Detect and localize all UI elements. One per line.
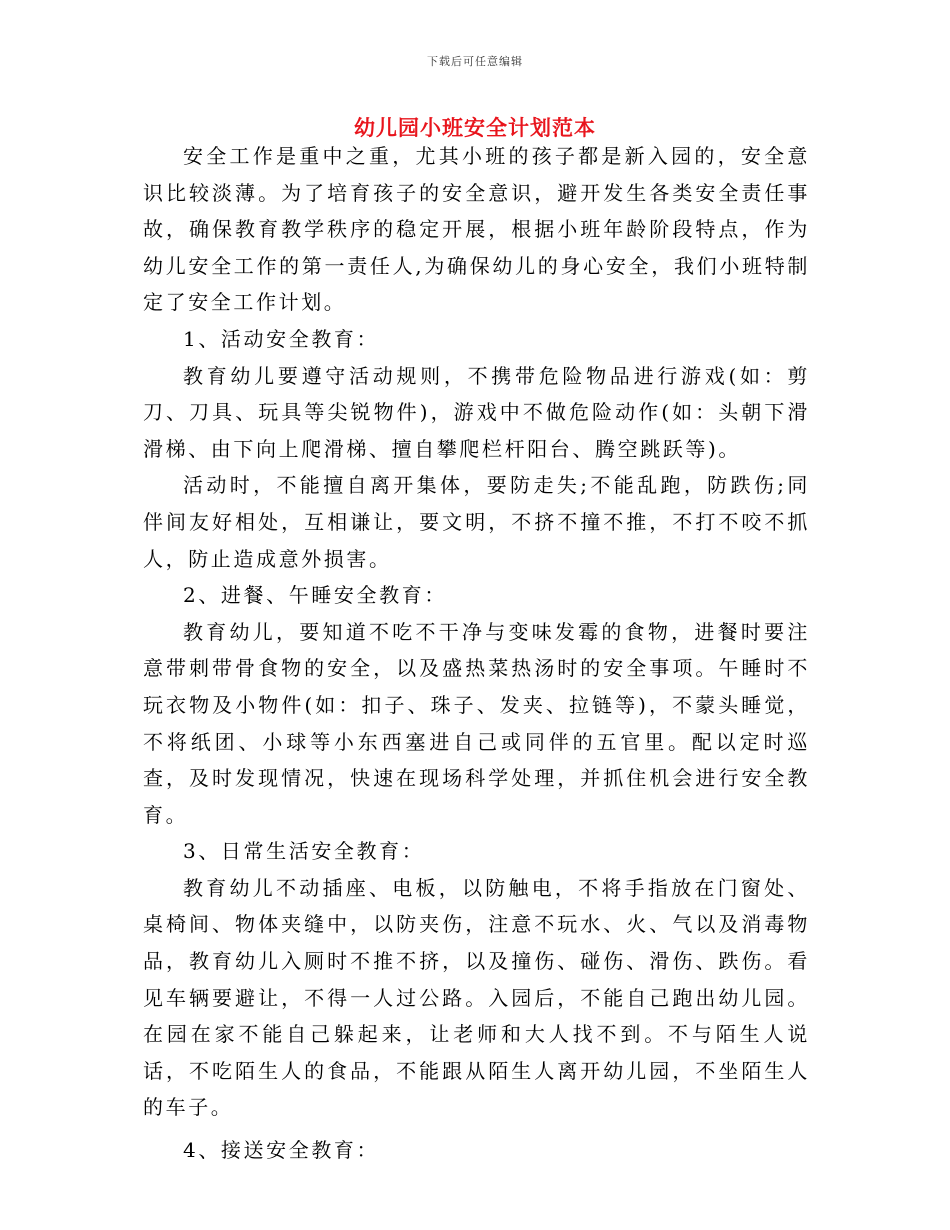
section-heading-daily-life: 3、日常生活安全教育： — [183, 839, 425, 864]
section-heading-pickup: 4、接送安全教育： — [183, 1138, 380, 1163]
section-heading-meal-nap: 2、进餐、午睡安全教育： — [183, 583, 447, 608]
section-heading-activity: 1、活动安全教育： — [183, 326, 380, 351]
intro-paragraph: 安全工作是重中之重，尤其小班的孩子都是新入园的，安全意识比较淡薄。为了培育孩子的安全意识，避开发生各类安全责任事故，确保教育教学秩序的稳定开展，根据小班年龄阶段特点，作为幼儿安全工作的第一责任人,为确保幼儿的身心安全，我们小班特制定了安全工作计划。 — [143, 144, 810, 315]
meal-nap-paragraph: 教育幼儿，要知道不吃不干净与变味发霉的食物，进餐时要注意带刺带骨食物的安全，以及盛热菜热汤时的安全事项。午睡时不玩衣物及小物件(如：扣子、珠子、发夹、拉链等)，不蒙头睡觉，不将纸团、小球等小东西塞进自己或同伴的五官里。配以定时巡查，及时发现情况，快速在现场科学处理，并抓住机会进行安全教育。 — [143, 619, 810, 827]
activity-paragraph-2: 活动时，不能擅自离开集体，要防走失;不能乱跑，防跌伤;同伴间友好相处，互相谦让，要文明，不挤不撞不推，不打不咬不抓人，防止造成意外损害。 — [143, 473, 810, 571]
daily-life-paragraph: 教育幼儿不动插座、电板，以防触电，不将手指放在门窗处、桌椅间、物体夹缝中，以防夹伤，注意不玩水、火、气以及消毒物品，教育幼儿入厕时不推不挤，以及撞伤、碰伤、滑伤、跌伤。看见车辆要避让，不得一人过公路。入园后，不能自己跑出幼儿园。在园在家不能自己躲起来，让老师和大人找不到。不与陌生人说话，不吃陌生人的食品，不能跟从陌生人离开幼儿园，不坐陌生人的车子。 — [143, 875, 810, 1120]
activity-paragraph-1: 教育幼儿要遵守活动规则，不携带危险物品进行游戏(如：剪刀、刀具、玩具等尖锐物件)，游戏中不做危险动作(如：头朝下滑滑梯、由下向上爬滑梯、擅自攀爬栏杆阳台、腾空跳跃等)。 — [143, 363, 810, 461]
document-title: 幼儿园小班安全计划范本 — [354, 115, 596, 140]
header-note: 下载后可任意编辑 — [427, 55, 523, 68]
document-body — [143, 138, 810, 1169]
